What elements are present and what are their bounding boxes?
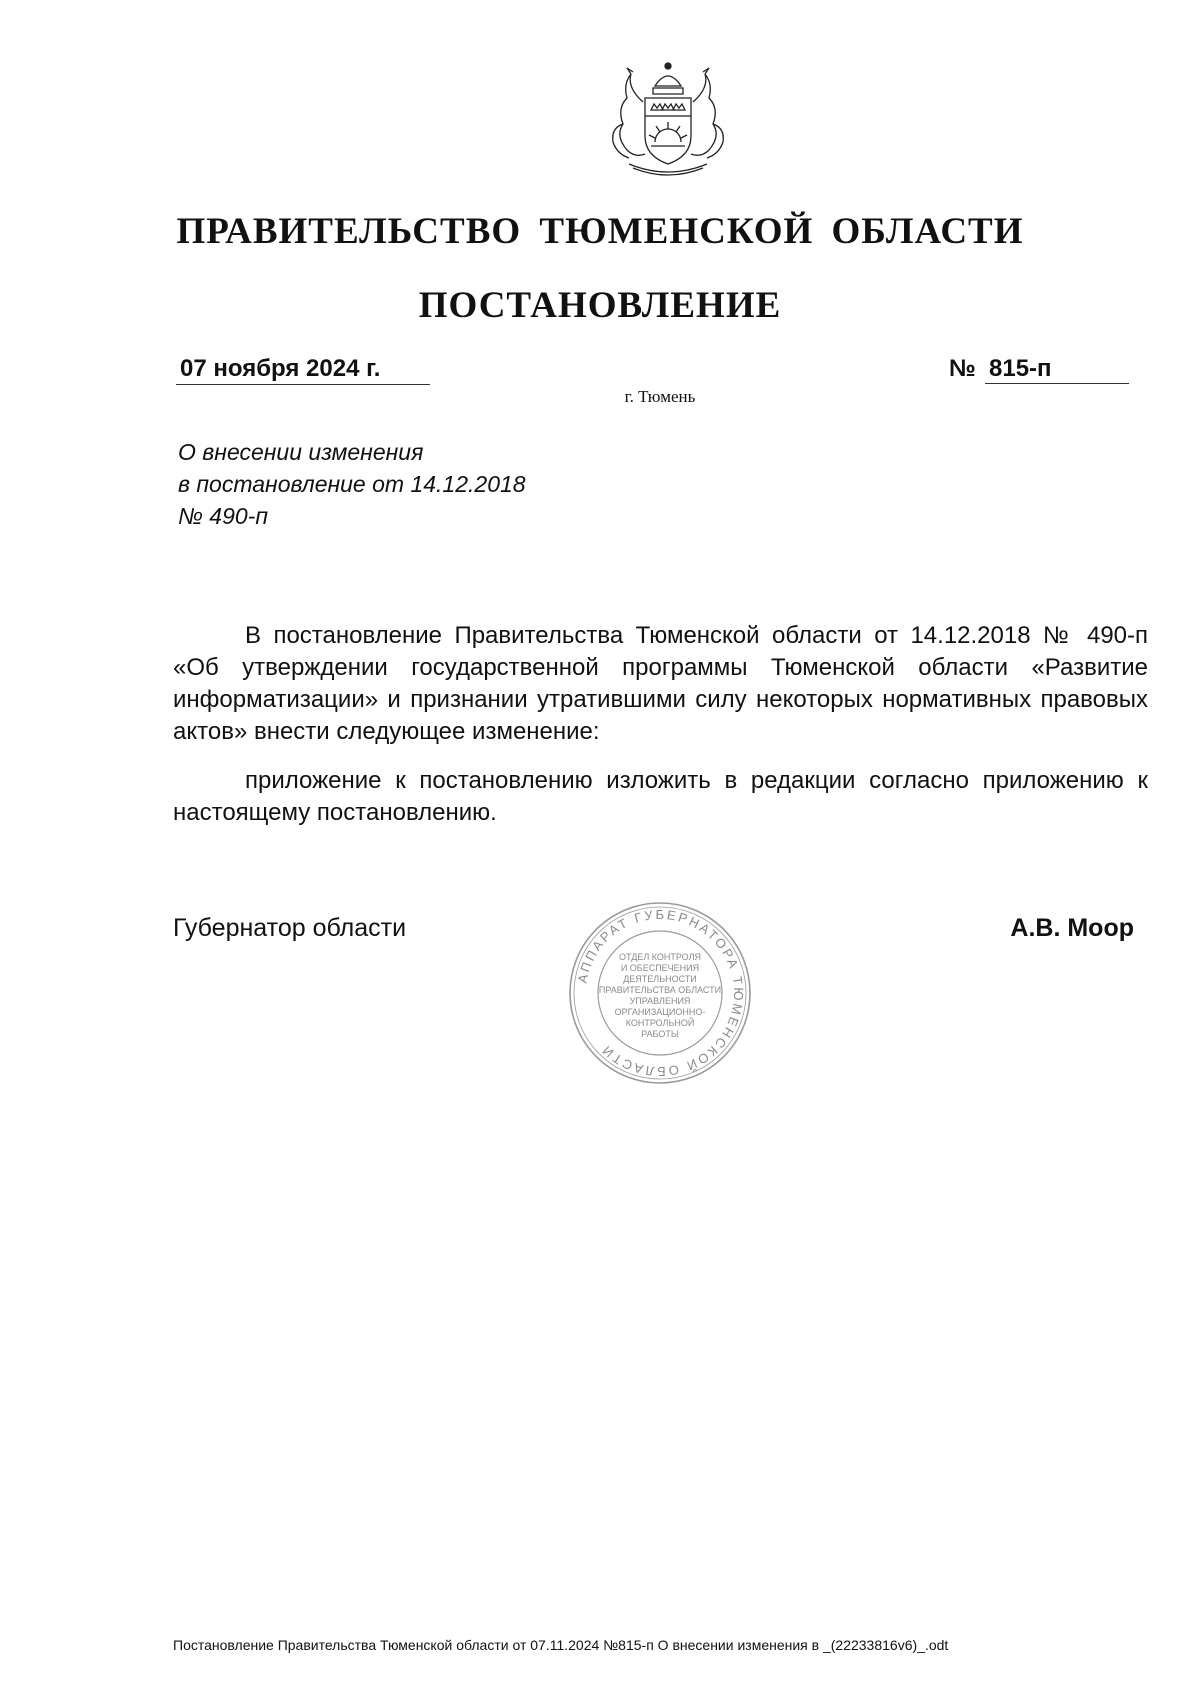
city-label: г. Тюмень: [624, 387, 696, 406]
signatory-name: А.В. Моор: [1010, 914, 1134, 942]
document-footer: Постановление Правительства Тюменской области от 07.11.2024 №815-п О внесении изменения в _(22233816v6)_.odt: [173, 1637, 949, 1653]
number-sign: №: [949, 355, 976, 382]
stamp-inner-line: И ОБЕСПЕЧЕНИЯ: [620, 963, 700, 973]
stamp-inner-line: ОТДЕЛ КОНТРОЛЯ: [619, 952, 701, 962]
subject-line: в постановление от 14.12.2018: [178, 471, 526, 497]
coat-of-arms-emblem: [593, 58, 743, 178]
stamp-inner-line: ДЕЯТЕЛЬНОСТИ: [623, 974, 697, 984]
subject-line: О внесении изменения: [178, 439, 424, 465]
body-paragraph: приложение к постановлению изложить в редакции согласно приложению к настоящему постановлению.: [173, 767, 1148, 826]
stamp-inner-line: РАБОТЫ: [641, 1029, 679, 1039]
document-number: 815-п: [985, 355, 1129, 384]
body-paragraph: В постановление Правительства Тюменской области от 14.12.2018 № 490-п «Об утверждении государственной программы Тюменской области «Развитие информатизации» и признании утратившими силу некоторых нормативных правовых актов» внести следующее изменение:: [173, 622, 1148, 745]
stamp-inner-line: КОНТРОЛЬНОЙ: [625, 1018, 695, 1028]
document-subject: [178, 436, 526, 532]
stamp-outer-text: АППАРАТ ГУБЕРНАТОРА ТЮМЕНСКОЙ ОБЛАСТИ: [574, 906, 747, 1080]
subject-line: № 490-п: [178, 503, 268, 529]
stamp-inner-line: УПРАВЛЕНИЯ: [629, 996, 691, 1006]
stamp-inner-line: ПРАВИТЕЛЬСТВА ОБЛАСТИ: [598, 985, 722, 995]
signatory-position: Губернатор области: [173, 914, 407, 942]
document-type-title: ПОСТАНОВЛЕНИЕ: [418, 285, 782, 326]
document-date: 07 ноября 2024 г.: [176, 355, 430, 385]
organization-title: ПРАВИТЕЛЬСТВО ТЮМЕНСКОЙ ОБЛАСТИ: [176, 211, 1024, 252]
official-stamp: [567, 900, 753, 1086]
document-body: [173, 620, 1148, 846]
stamp-inner-line: ОРГАНИЗАЦИОННО-: [614, 1007, 706, 1017]
